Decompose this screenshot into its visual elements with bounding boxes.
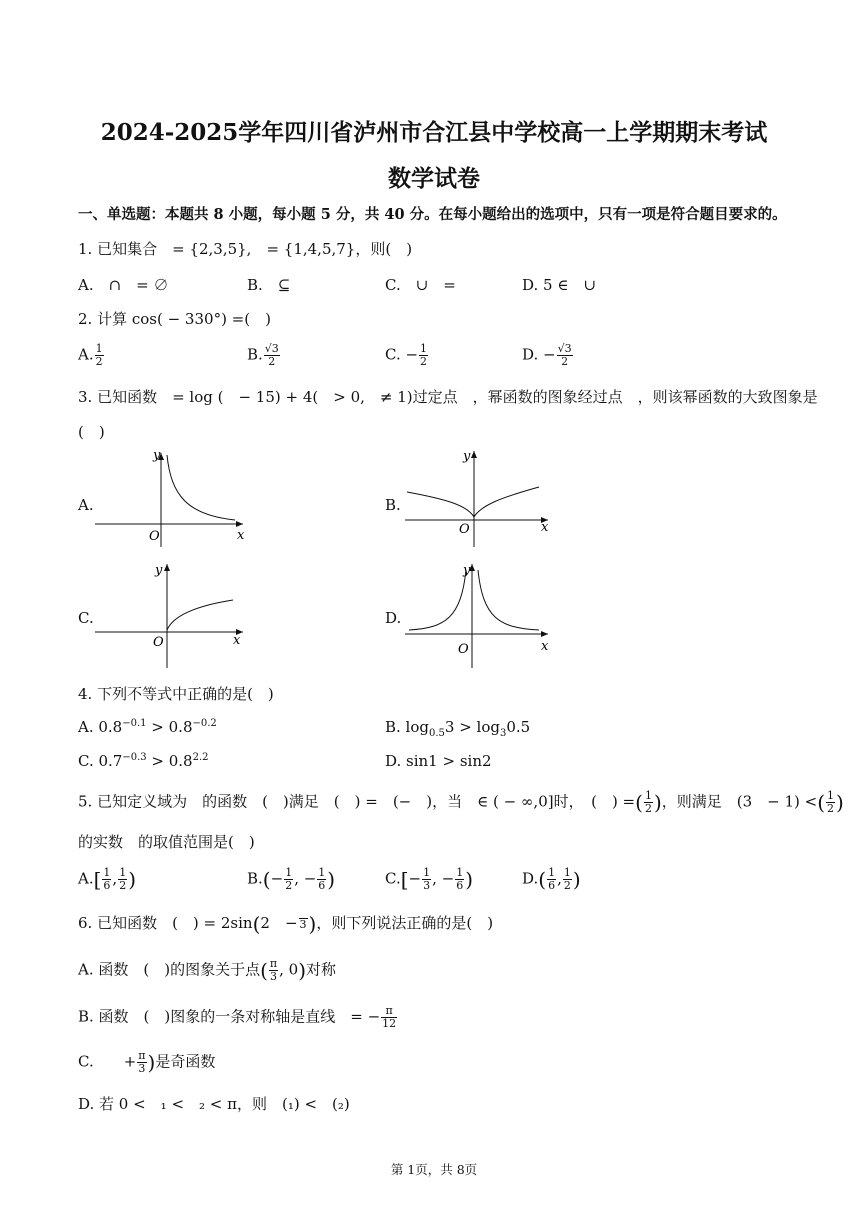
y-arrow	[164, 564, 170, 571]
q3-graph-c	[95, 560, 255, 670]
y-label: y	[155, 563, 163, 578]
q1-option-a: A. ∩ = ∅	[78, 276, 169, 294]
question-5-stem-line1: 5. 已知定义域为 的函数 ( )满足 ( ) = (− )，当 ∈ ( − ∞,0]时， ( ) =( $\frac{1}{2}$ )，则满足 (3 − 1) <( $\frac{1}{2}$ )	[78, 789, 844, 815]
origin-label: O	[149, 529, 160, 544]
question-1-stem: 1. 已知集合 = {2,3,5}, = {1,4,5,7}，则( )	[78, 240, 413, 258]
page-subtitle: 数学试卷	[388, 165, 480, 192]
q6-option-d: D. 若 0 < ₁ < ₂ < π，则 (₁) < (₂)	[78, 1095, 350, 1113]
x-label: x	[237, 528, 245, 543]
x-label: x	[541, 639, 549, 654]
q5-option-a: A.[ $\frac{1}{6}$ , $\frac{1}{2}$ )	[78, 866, 137, 892]
question-3-stem-line2: ( )	[78, 423, 105, 441]
question-2-stem: 2. 计算 cos( − 330°) =( )	[78, 310, 271, 328]
q3-option-c-label: C.	[78, 609, 94, 627]
q4-option-c: C. $0.7^{-0.3} > 0.8^{2.2}$	[78, 752, 209, 770]
curve-left	[407, 492, 474, 517]
page-number: 第 1页，共 8页	[390, 1162, 478, 1177]
y-label: y	[153, 448, 161, 463]
x-arrow	[236, 521, 243, 527]
curve-right	[478, 570, 539, 630]
origin-label: O	[459, 522, 470, 537]
q3-option-d-label: D.	[385, 609, 402, 627]
q2-option-c: C. − $\frac{1}{2}$	[385, 342, 428, 368]
question-6-stem: 6. 已知函数 ( ) = 2sin(2 − 3 )，则下列说法正确的是( )	[78, 912, 494, 936]
question-4-stem: 4. 下列不等式中正确的是( )	[78, 685, 274, 703]
q4-option-b: B. $\log_{0.5}3 > \log_30.5$	[385, 718, 531, 739]
question-3-stem-line1: 3. 已知函数 = log ( − 15) + 4( > 0, ≠ 1)过定点 ，幂函数的图象经过点 ，则该幂函数的大致图象是	[78, 388, 818, 406]
q6-option-a: A. 函数 ( )的图象关于点( $\frac{\pi}{3}$ , 0)对称	[78, 957, 337, 983]
q5-option-b: B.(− $\frac{1}{2}$ , − $\frac{1}{6}$ )	[247, 866, 336, 892]
question-5-stem-line2: 的实数 的取值范围是( )	[78, 833, 255, 851]
curve	[167, 600, 233, 630]
q3-option-a-label: A.	[78, 496, 94, 514]
q3-graph-b	[405, 447, 555, 547]
q3-graph-a	[95, 447, 255, 547]
section-heading: 一、单选题：本题共 8 小题，每小题 5 分，共 40 分。在每小题给出的选项中，只有一项是符合题目要求的。	[78, 206, 787, 223]
q5-option-d: D.( $\frac{1}{6}$ , $\frac{1}{2}$ )	[522, 866, 581, 892]
q1-option-c: C. ∪ =	[385, 276, 456, 294]
origin-label: O	[458, 642, 469, 657]
q1-option-d: D. 5 ∈ ∪	[522, 276, 597, 294]
x-label: x	[541, 520, 549, 535]
q4-option-a: A. $0.8^{-0.1} > 0.8^{-0.2}$	[78, 718, 217, 736]
q5-option-c: C.[− $\frac{1}{3}$ , − $\frac{1}{6}$ )	[385, 866, 474, 892]
q2-option-d: D. − $\frac{√3}{2}$	[522, 342, 572, 368]
q6-option-c: C. + $\frac{\pi}{3}$ )是奇函数	[78, 1049, 216, 1075]
q2-option-a: A. $\frac{1}{2}$	[78, 342, 103, 368]
q3-option-b-label: B.	[385, 496, 401, 514]
q2-option-b: B. $\frac{√3}{2}$	[247, 342, 279, 368]
y-label: y	[463, 563, 471, 578]
q6-option-b: B. 函数 ( )图象的一条对称轴是直线 = − $\frac{\pi}{12}$	[78, 1004, 397, 1030]
x-label: x	[233, 633, 241, 648]
curve-left	[409, 570, 466, 630]
q1-option-b: B. ⊆	[247, 276, 291, 294]
origin-label: O	[153, 635, 164, 650]
q3-graph-d	[405, 560, 555, 670]
y-arrow	[471, 451, 477, 458]
y-label: y	[463, 449, 471, 464]
curve	[167, 455, 235, 520]
curve-right	[474, 487, 539, 517]
x-arrow	[541, 631, 548, 637]
q4-option-d: D. sin1 > sin2	[385, 752, 492, 770]
page-title: 2024-2025学年四川省泸州市合江县中学校高一上学期期末考试	[100, 119, 768, 146]
